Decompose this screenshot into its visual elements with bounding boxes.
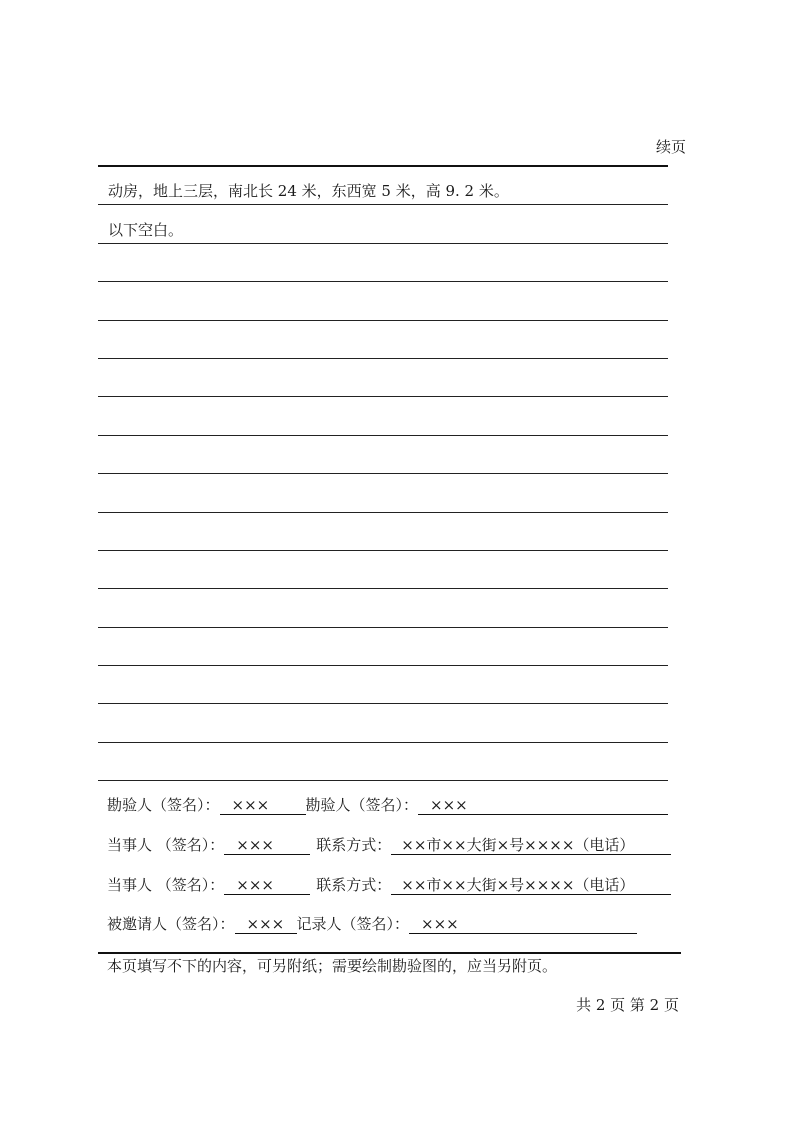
inspector-label: 勘验人（签名）： [107,796,220,814]
signature-row-invitee-recorder [107,914,637,934]
lined-writing-area [98,167,668,781]
contact-field[interactable]: ××市××大街×号××××（电话） [391,836,671,855]
text-line [98,666,668,704]
inspector-signature-field[interactable]: ××× [220,796,306,815]
inspector-signature-field-2[interactable]: ××× [418,796,668,815]
recorder-label: 记录人（签名）： [296,915,410,933]
text-line [98,205,668,243]
text-line [98,282,668,320]
text-line [98,397,668,435]
text-line [98,321,668,359]
contact-label: 联系方式： [316,876,392,894]
text-line [98,474,668,512]
footer-note: 本页填写不下的内容，可另附纸；需要绘制勘验图的，应当另附页。 [107,957,558,975]
text-line [98,436,668,474]
party-label: 当事人 （签名）： [107,876,225,894]
invitee-signature-field[interactable]: ××× [235,915,297,934]
text-line [98,551,668,589]
invitee-label: 被邀请人（签名）： [107,915,235,933]
contact-field[interactable]: ××市××大街×号××××（电话） [391,876,671,895]
inspector-label-2: 勘验人（签名）： [305,796,419,814]
recorder-signature-field[interactable]: ××× [409,915,637,934]
text-line [98,704,668,742]
signature-row-inspectors [107,795,668,815]
text-line [98,513,668,551]
text-line [98,167,668,205]
line-text: 动房，地上三层，南北长 24 米，东西宽 5 米，高 9. 2 米。 [108,182,509,201]
text-line [98,244,668,282]
page-number: 共 2 页 第 2 页 [576,996,679,1014]
party-label: 当事人 （签名）： [107,836,225,854]
text-line [98,743,668,781]
bottom-rule [98,952,681,954]
party-signature-field[interactable]: ××× [224,876,310,895]
text-line [98,359,668,397]
continuation-label: 续页 [655,138,686,156]
signature-row-party-1 [107,835,671,855]
text-line [98,628,668,666]
party-signature-field[interactable]: ××× [224,836,310,855]
line-text: 以下空白。 [108,220,184,239]
text-line [98,589,668,627]
signature-row-party-2 [107,875,671,895]
contact-label: 联系方式： [316,836,392,854]
